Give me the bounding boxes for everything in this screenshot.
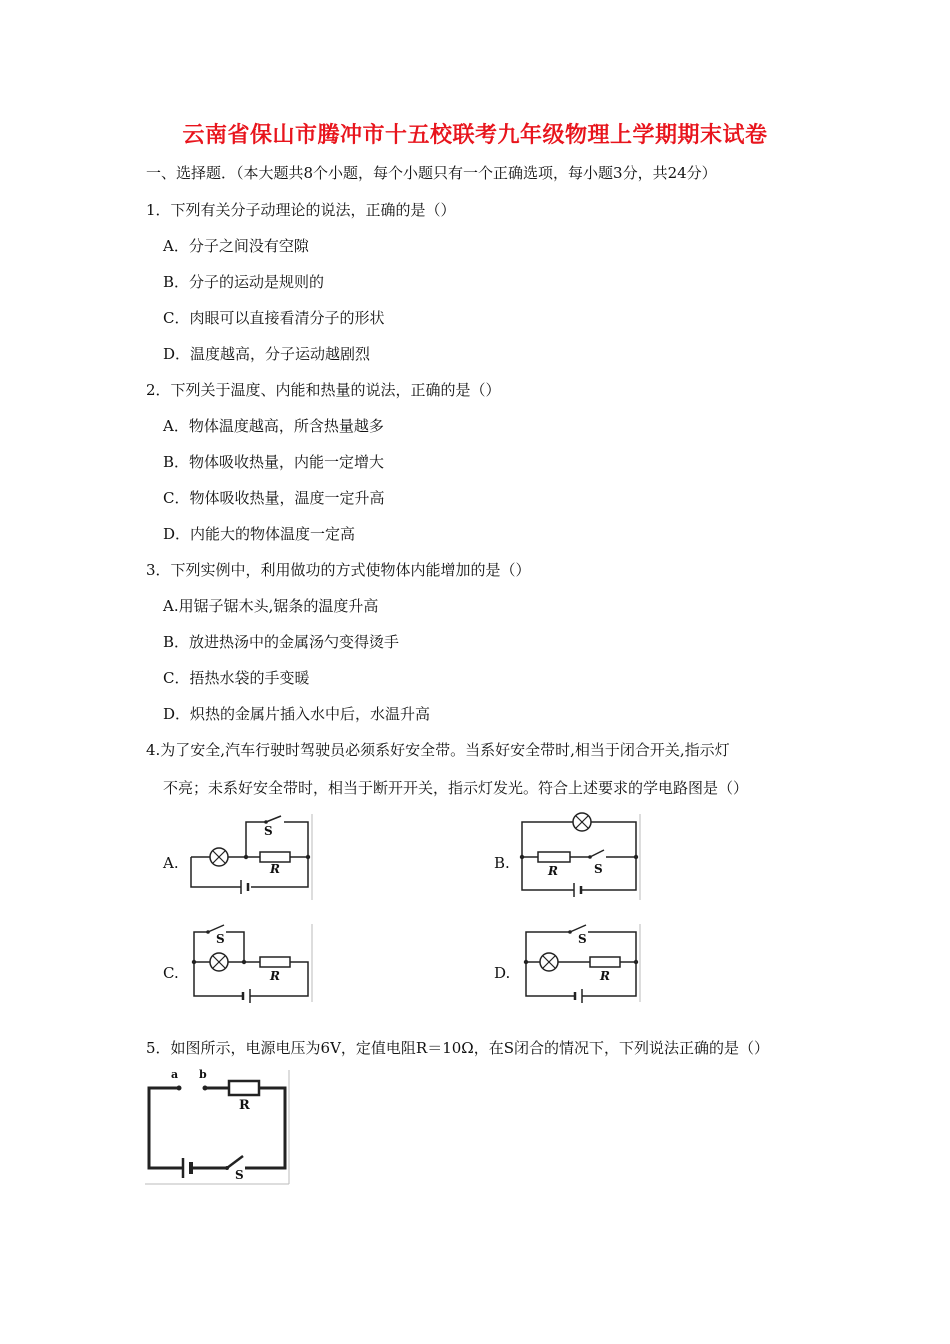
q2-option-c: C．物体吸收热量，温度一定升高 [163,489,385,507]
node-b-label: b [199,1068,207,1081]
q4-option-b-label: B. [494,854,510,872]
resistor-label: R [239,1098,250,1113]
circuit-diagram-d [518,922,644,1004]
q3-option-c: C．捂热水袋的手变暖 [163,669,310,687]
question-2: 2．下列关于温度、内能和热量的说法，正确的是（） [146,381,501,399]
q4-option-c-label: C. [163,964,179,982]
resistor-label: R [548,864,558,878]
q2-option-b: B．物体吸收热量，内能一定增大 [163,453,385,471]
switch-label: S [216,932,225,946]
circuit-diagram-c [186,922,316,1004]
question-4-continued: 不亮；未系好安全带时，相当于断开开关，指示灯发光。符合上述要求的学电路图是（） [163,779,749,797]
node-a-label: a [171,1068,179,1081]
q4-option-d-label: D. [494,964,511,982]
question-1: 1．下列有关分子动理论的说法，正确的是（） [146,201,456,219]
resistor-label: R [600,969,610,983]
q3-option-b: B．放进热汤中的金属汤勺变得烫手 [163,633,400,651]
resistor-label: R [270,862,280,876]
page-title: 云南省保山市腾冲市十五校联考九年级物理上学期期末试卷 [182,123,768,148]
circuit-diagram-b [518,812,644,902]
question-3: 3．下列实例中，利用做功的方式使物体内能增加的是（） [146,561,531,579]
q3-option-a: A.用锯子锯木头,锯条的温度升高 [163,597,379,615]
circuit-diagram-q5 [143,1068,291,1186]
question-5: 5．如图所示，电源电压为6V，定值电阻R＝10Ω，在S闭合的情况下，下列说法正确的是（） [146,1039,770,1057]
q1-option-a: A．分子之间没有空隙 [163,237,309,255]
switch-label: S [264,824,273,838]
switch-label: S [578,932,587,946]
q2-option-d: D．内能大的物体温度一定高 [163,525,356,543]
q4-option-a-label: A. [163,854,179,872]
circuit-diagram-a [186,812,316,902]
q1-option-d: D．温度越高，分子运动越剧烈 [163,345,371,363]
q2-option-a: A．物体温度越高，所含热量越多 [163,417,384,435]
q1-option-c: C．肉眼可以直接看清分子的形状 [163,309,385,327]
switch-label: S [235,1168,244,1182]
resistor-label: R [270,969,280,983]
section-heading: 一、选择题．（本大题共8个小题，每个小题只有一个正确选项，每小题3分，共24分） [146,164,717,182]
q3-option-d: D．炽热的金属片插入水中后，水温升高 [163,705,431,723]
switch-label: S [594,862,603,876]
question-4: 4.为了安全,汽车行驶时驾驶员必须系好安全带。当系好安全带时,相当于闭合开关,指示灯 [146,741,730,759]
q1-option-b: B．分子的运动是规则的 [163,273,325,291]
